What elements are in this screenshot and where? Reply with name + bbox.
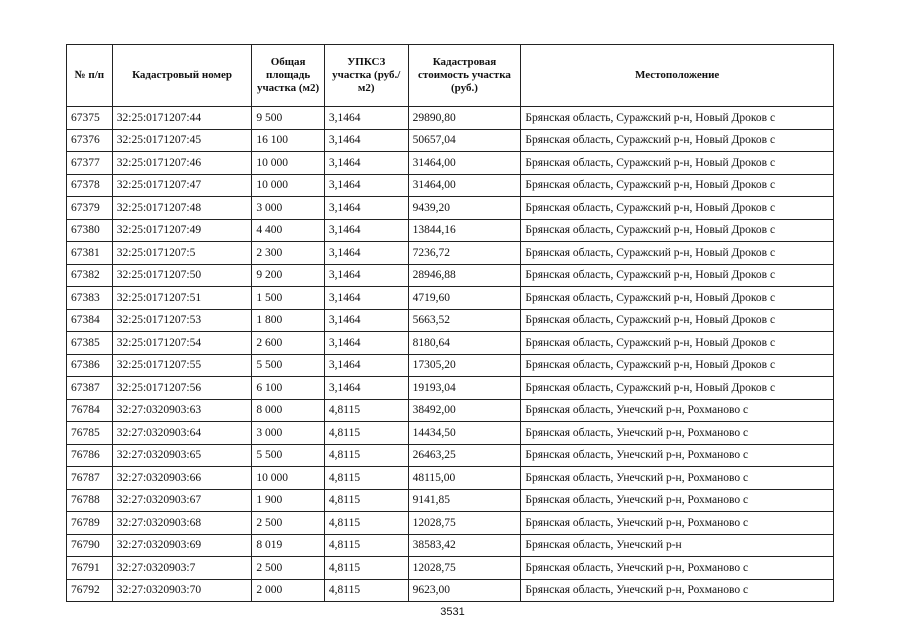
table-header: [67, 45, 834, 107]
cell-location: Брянская область, Унечский р-н, Рохманово с: [521, 467, 834, 490]
header-num: № п/п: [67, 45, 113, 107]
table-row: [67, 287, 834, 310]
cell-location: Брянская область, Унечский р-н, Рохманово с: [521, 444, 834, 467]
cell-upks: 4,8115: [324, 444, 408, 467]
table-row: [67, 422, 834, 445]
cell-cadastral-number: 32:25:0171207:56: [112, 377, 252, 400]
cell-cadastral-cost: 5663,52: [408, 309, 521, 332]
cell-cadastral-cost: 4719,60: [408, 287, 521, 310]
table-row: [67, 242, 834, 265]
cell-location: Брянская область, Суражский р-н, Новый Дроков с: [521, 197, 834, 220]
cell-cadastral-cost: 9141,85: [408, 489, 521, 512]
cell-row-number: 76784: [67, 399, 113, 422]
cell-upks: 3,1464: [324, 197, 408, 220]
header-location: Местоположение: [521, 45, 834, 107]
table-row: [67, 512, 834, 535]
cell-row-number: 67381: [67, 242, 113, 265]
cell-row-number: 76790: [67, 534, 113, 557]
cell-upks: 4,8115: [324, 422, 408, 445]
cell-cadastral-cost: 7236,72: [408, 242, 521, 265]
cell-location: Брянская область, Унечский р-н, Рохманово с: [521, 422, 834, 445]
cell-row-number: 67384: [67, 309, 113, 332]
cell-cadastral-number: 32:27:0320903:66: [112, 467, 252, 490]
cell-row-number: 67380: [67, 219, 113, 242]
cell-row-number: 67376: [67, 129, 113, 152]
cell-location: Брянская область, Суражский р-н, Новый Дроков с: [521, 264, 834, 287]
cell-cadastral-cost: 19193,04: [408, 377, 521, 400]
cell-area: 3 000: [252, 422, 325, 445]
cell-cadastral-number: 32:25:0171207:50: [112, 264, 252, 287]
cell-area: 1 500: [252, 287, 325, 310]
page-number: 3531: [440, 606, 465, 618]
cell-cadastral-number: 32:27:0320903:7: [112, 557, 252, 580]
cell-upks: 3,1464: [324, 264, 408, 287]
cell-area: 10 000: [252, 467, 325, 490]
table-row: [67, 557, 834, 580]
table-row: [67, 467, 834, 490]
header-upks: УПКСЗ участка (руб./м2): [324, 45, 408, 107]
table-row: [67, 354, 834, 377]
cell-area: 3 000: [252, 197, 325, 220]
cadastral-table: [66, 44, 834, 602]
cell-area: 2 300: [252, 242, 325, 265]
cell-cadastral-cost: 12028,75: [408, 512, 521, 535]
cell-row-number: 76792: [67, 579, 113, 602]
cell-upks: 4,8115: [324, 512, 408, 535]
cell-cadastral-cost: 29890,80: [408, 107, 521, 130]
cell-cadastral-number: 32:25:0171207:47: [112, 174, 252, 197]
table-body: [67, 107, 834, 602]
cell-area: 10 000: [252, 174, 325, 197]
cell-cadastral-cost: 28946,88: [408, 264, 521, 287]
cell-row-number: 67385: [67, 332, 113, 355]
cell-cadastral-cost: 9623,00: [408, 579, 521, 602]
cell-upks: 3,1464: [324, 287, 408, 310]
cell-upks: 4,8115: [324, 534, 408, 557]
cell-location: Брянская область, Унечский р-н, Рохманово с: [521, 489, 834, 512]
cell-area: 9 500: [252, 107, 325, 130]
cell-cadastral-cost: 38583,42: [408, 534, 521, 557]
cell-cadastral-number: 32:27:0320903:63: [112, 399, 252, 422]
cell-upks: 3,1464: [324, 152, 408, 175]
cell-cadastral-number: 32:27:0320903:65: [112, 444, 252, 467]
cell-location: Брянская область, Суражский р-н, Новый Дроков с: [521, 309, 834, 332]
cell-cadastral-number: 32:27:0320903:68: [112, 512, 252, 535]
cell-cadastral-number: 32:25:0171207:55: [112, 354, 252, 377]
cell-row-number: 67377: [67, 152, 113, 175]
cell-cadastral-cost: 31464,00: [408, 152, 521, 175]
cell-area: 8 019: [252, 534, 325, 557]
table-row: [67, 197, 834, 220]
header-cadastral-number: Кадастровый номер: [112, 45, 252, 107]
cell-upks: 3,1464: [324, 354, 408, 377]
cell-area: 5 500: [252, 444, 325, 467]
cell-cadastral-number: 32:25:0171207:48: [112, 197, 252, 220]
cell-row-number: 76791: [67, 557, 113, 580]
cell-area: 4 400: [252, 219, 325, 242]
cell-cadastral-cost: 38492,00: [408, 399, 521, 422]
cell-location: Брянская область, Унечский р-н, Рохманово с: [521, 512, 834, 535]
table-row: [67, 107, 834, 130]
cell-area: 16 100: [252, 129, 325, 152]
cell-cadastral-cost: 14434,50: [408, 422, 521, 445]
cell-row-number: 67379: [67, 197, 113, 220]
table-row: [67, 377, 834, 400]
header-row: [67, 45, 834, 107]
cell-location: Брянская область, Суражский р-н, Новый Дроков с: [521, 107, 834, 130]
table-row: [67, 332, 834, 355]
cell-cadastral-cost: 13844,16: [408, 219, 521, 242]
cell-area: 2 600: [252, 332, 325, 355]
cell-area: 2 500: [252, 512, 325, 535]
cell-area: 10 000: [252, 152, 325, 175]
cell-row-number: 67378: [67, 174, 113, 197]
cell-upks: 3,1464: [324, 332, 408, 355]
cell-location: Брянская область, Суражский р-н, Новый Дроков с: [521, 354, 834, 377]
cell-upks: 3,1464: [324, 174, 408, 197]
cell-area: 2 000: [252, 579, 325, 602]
cell-area: 1 800: [252, 309, 325, 332]
cell-row-number: 67382: [67, 264, 113, 287]
cell-row-number: 76786: [67, 444, 113, 467]
cell-cadastral-number: 32:27:0320903:64: [112, 422, 252, 445]
table-row: [67, 444, 834, 467]
cell-location: Брянская область, Суражский р-н, Новый Дроков с: [521, 152, 834, 175]
cell-area: 9 200: [252, 264, 325, 287]
cell-cadastral-number: 32:27:0320903:69: [112, 534, 252, 557]
cell-cadastral-number: 32:25:0171207:53: [112, 309, 252, 332]
cell-cadastral-number: 32:25:0171207:54: [112, 332, 252, 355]
cell-cadastral-cost: 12028,75: [408, 557, 521, 580]
table-row: [67, 534, 834, 557]
cell-upks: 4,8115: [324, 557, 408, 580]
table-row: [67, 174, 834, 197]
cell-upks: 3,1464: [324, 219, 408, 242]
cell-row-number: 76788: [67, 489, 113, 512]
cell-location: Брянская область, Суражский р-н, Новый Дроков с: [521, 242, 834, 265]
cell-cadastral-cost: 50657,04: [408, 129, 521, 152]
table-row: [67, 264, 834, 287]
cell-cadastral-cost: 26463,25: [408, 444, 521, 467]
cell-area: 1 900: [252, 489, 325, 512]
cell-location: Брянская область, Суражский р-н, Новый Дроков с: [521, 377, 834, 400]
cell-area: 8 000: [252, 399, 325, 422]
cell-cadastral-number: 32:25:0171207:46: [112, 152, 252, 175]
cell-row-number: 67387: [67, 377, 113, 400]
cell-upks: 3,1464: [324, 129, 408, 152]
table-row: [67, 309, 834, 332]
cell-location: Брянская область, Унечский р-н: [521, 534, 834, 557]
cell-cadastral-cost: 9439,20: [408, 197, 521, 220]
cell-location: Брянская область, Суражский р-н, Новый Дроков с: [521, 174, 834, 197]
cell-upks: 3,1464: [324, 242, 408, 265]
cell-cadastral-number: 32:25:0171207:44: [112, 107, 252, 130]
cell-row-number: 67375: [67, 107, 113, 130]
cell-row-number: 67386: [67, 354, 113, 377]
cell-upks: 4,8115: [324, 489, 408, 512]
cell-cadastral-number: 32:27:0320903:67: [112, 489, 252, 512]
cell-cadastral-number: 32:25:0171207:49: [112, 219, 252, 242]
cell-cadastral-number: 32:25:0171207:5: [112, 242, 252, 265]
table-row: [67, 399, 834, 422]
cell-cadastral-cost: 48115,00: [408, 467, 521, 490]
cell-location: Брянская область, Суражский р-н, Новый Дроков с: [521, 219, 834, 242]
cell-location: Брянская область, Суражский р-н, Новый Дроков с: [521, 129, 834, 152]
cell-row-number: 76785: [67, 422, 113, 445]
cell-cadastral-cost: 17305,20: [408, 354, 521, 377]
table-row: [67, 152, 834, 175]
cell-location: Брянская область, Суражский р-н, Новый Дроков с: [521, 287, 834, 310]
cell-upks: 3,1464: [324, 107, 408, 130]
table-row: [67, 489, 834, 512]
table-row: [67, 129, 834, 152]
cell-cadastral-cost: 8180,64: [408, 332, 521, 355]
cell-upks: 3,1464: [324, 377, 408, 400]
table-row: [67, 579, 834, 602]
cell-location: Брянская область, Суражский р-н, Новый Дроков с: [521, 332, 834, 355]
cell-upks: 4,8115: [324, 579, 408, 602]
cell-location: Брянская область, Унечский р-н, Рохманово с: [521, 557, 834, 580]
cell-cadastral-number: 32:25:0171207:51: [112, 287, 252, 310]
cell-location: Брянская область, Унечский р-н, Рохманово с: [521, 579, 834, 602]
cell-row-number: 76789: [67, 512, 113, 535]
cell-upks: 4,8115: [324, 467, 408, 490]
cell-row-number: 67383: [67, 287, 113, 310]
header-area: Общая площадь участка (м2): [252, 45, 325, 107]
cell-upks: 3,1464: [324, 309, 408, 332]
cell-upks: 4,8115: [324, 399, 408, 422]
cell-row-number: 76787: [67, 467, 113, 490]
table-row: [67, 219, 834, 242]
cell-cadastral-number: 32:27:0320903:70: [112, 579, 252, 602]
cell-area: 6 100: [252, 377, 325, 400]
cell-area: 5 500: [252, 354, 325, 377]
header-cadastral-cost: Кадастровая стоимость участка (руб.): [408, 45, 521, 107]
cell-cadastral-cost: 31464,00: [408, 174, 521, 197]
cell-area: 2 500: [252, 557, 325, 580]
cell-location: Брянская область, Унечский р-н, Рохманово с: [521, 399, 834, 422]
cell-cadastral-number: 32:25:0171207:45: [112, 129, 252, 152]
